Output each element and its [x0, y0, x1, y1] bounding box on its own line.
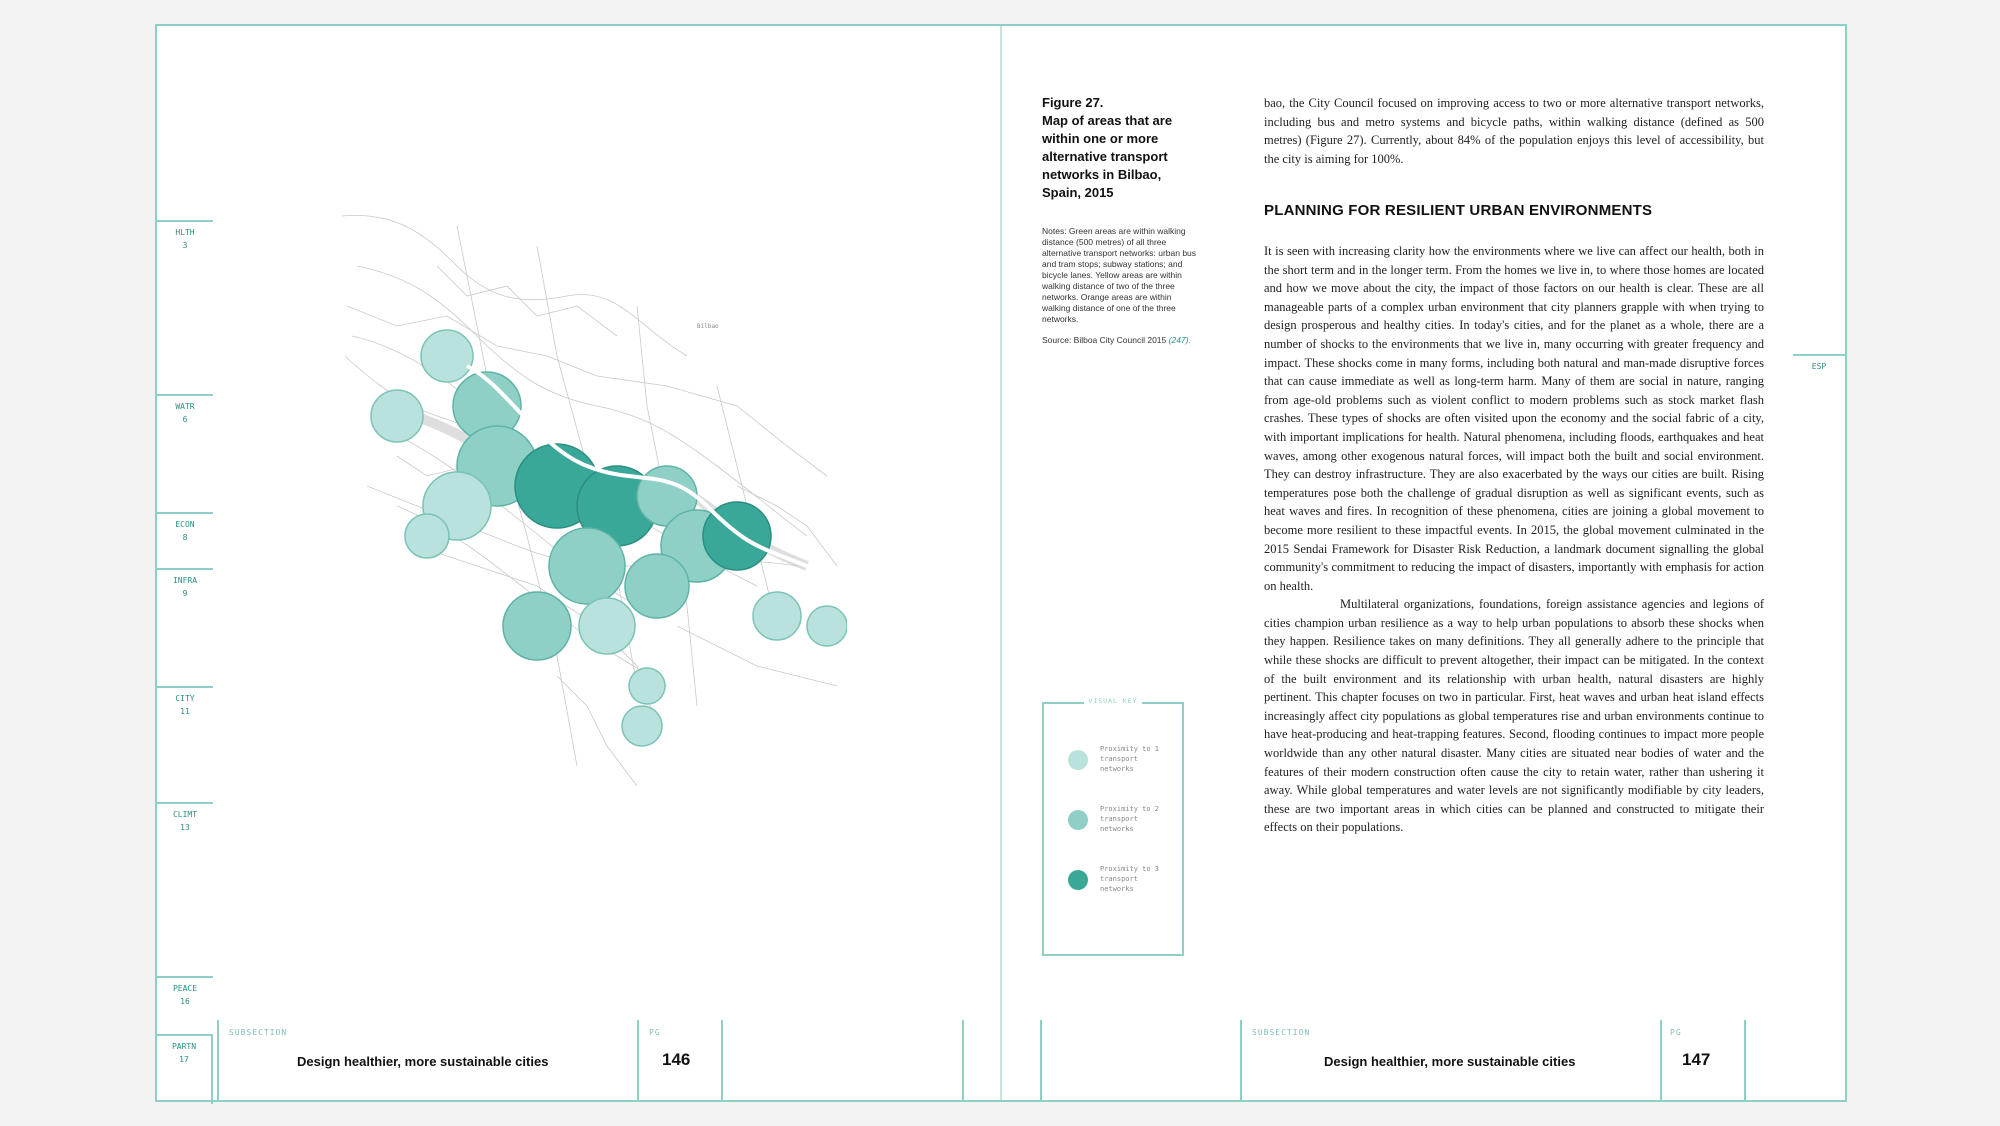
tab-number: 16 — [180, 997, 190, 1006]
sidebar-tab-climt[interactable] — [157, 802, 213, 976]
tab-number: 8 — [182, 533, 188, 542]
figure-title: Figure 27. Map of areas that are within one or more alternative transport networks in Bilbao, Spain, 2015 — [1042, 95, 1173, 200]
sidebar-tab-city[interactable] — [157, 686, 213, 802]
legend-swatch — [1068, 870, 1088, 890]
map-place-label: Bilbao — [697, 323, 719, 330]
tab-number: 3 — [182, 241, 188, 250]
legend-item — [1068, 744, 1160, 774]
figure-notes: Notes: Green areas are within walking distance (500 metres) of all three alternative transport networks: urban bus and tram stops; subway stations; and bicycle lanes. Yellow areas are within walking distance of two of the three networks. Orange areas are within walking distance of one of the three networks. — [1042, 226, 1197, 324]
legend-label: Proximity to 3 transport networks — [1100, 865, 1160, 893]
section-heading: PLANNING FOR RESILIENT URBAN ENVIRONMENTS — [1264, 202, 1653, 219]
tab-number: 6 — [182, 415, 188, 424]
subsection-title: Design healthier, more sustainable cities — [1324, 1054, 1576, 1069]
tab-code: ESP — [1811, 362, 1827, 371]
proximity-zones — [371, 330, 847, 746]
body-intro — [1264, 94, 1764, 168]
book-spread — [155, 24, 1847, 1102]
source-reference-link[interactable]: (247). — [1168, 335, 1191, 345]
tab-code: CITY — [175, 694, 195, 703]
bilbao-transport-map — [337, 206, 847, 806]
figure-source — [1042, 335, 1202, 346]
body-main — [1264, 242, 1764, 837]
tab-code: ECON — [175, 520, 195, 529]
tab-code: WATR — [175, 402, 195, 411]
tab-code: HLTH — [175, 228, 195, 237]
footer-left — [157, 1020, 1000, 1100]
legend-label: Proximity to 2 transport networks — [1100, 805, 1160, 833]
subsection-label: SUBSECTION — [1252, 1028, 1311, 1037]
subsection-label: SUBSECTION — [229, 1028, 288, 1037]
pg-label: PG — [1670, 1028, 1682, 1037]
intro-paragraph: bao, the City Council focused on improving access to two or more alternative transport networks, including bus and metro systems and bicycle paths, within walking distance (defined as 500 metres) (Figure 27). Currently, about 84% of the population enjoys this level of accessibility, but the city is aiming for 100%. — [1264, 96, 1764, 166]
sidebar-tab-infra[interactable] — [157, 568, 213, 686]
legend-swatch — [1068, 810, 1088, 830]
legend-item — [1068, 864, 1160, 894]
tab-number: 17 — [179, 1055, 189, 1064]
body-paragraph: It is seen with increasing clarity how the environments where we live can affect our health, both in the short term and in the longer term. From the homes we live in, to where those homes are located and how we move about the city, the impact of those factors on our health is clear. These are all manageable parts of a complex urban environment that city planners grapple with when trying to design prosperous and healthy cities. In today's cities, and for the planet as a whole, there are a number of shocks to the environments that we live in, many occurring with greater frequency and impact. These shocks come in many forms, including both natural and man-made disruptive forces that can cause immediate as well as long-term harm. Many of them are social in nature, ranging from age-old problems such as violent conflict to modern problems such as stock market flash crashes. These types of shocks are often visited upon the economy and the social fabric of a city, with important implications for health. Natural phenomena, including floods, earthquakes and heat waves, among other exogenous natural forces, will impact both the built and social environment. They can destroy infrastructure. They are also exacerbated by the ways our cities are built. Rising temperatures pose both the challenge of gradual disruption as well as significant events, such as heat waves and fires. In recognition of these phenomena, cities are joining a global movement to become more resilient to these impactful events. In 2015, the global movement culminated in the 2015 Sendai Framework for Disaster Risk Reduction, a landmark document signalling the global community's commitment to reducing the impact of disasters, importantly with emphasis for action on health. — [1264, 244, 1764, 593]
tab-code: INFRA — [172, 576, 198, 585]
page-number: 146 — [662, 1050, 691, 1069]
tab-number: 9 — [182, 589, 188, 598]
footer-right — [1002, 1020, 1849, 1100]
sidebar-tab-econ[interactable] — [157, 512, 213, 568]
visual-key — [1042, 697, 1184, 956]
tab-number: 13 — [180, 823, 190, 832]
sidebar-tab-hlth[interactable] — [157, 220, 213, 394]
legend-label: Proximity to 1 transport networks — [1100, 745, 1160, 773]
sidebar-tab-watr[interactable] — [157, 394, 213, 512]
legend-swatch — [1068, 750, 1088, 770]
tab-code: PEACE — [172, 984, 198, 993]
sidebar-tab-esp[interactable] — [1793, 354, 1845, 371]
pg-label: PG — [649, 1028, 661, 1037]
tab-code: PARTN — [171, 1042, 197, 1051]
subsection-title: Design healthier, more sustainable cities — [297, 1054, 549, 1069]
body-paragraph: Multilateral organizations, foundations, foreign assistance agencies and legions of cities champion urban resilience as a way to help urban populations to absorb these shocks when they happen. Resilience takes on many definitions. They all generally adhere to the principle that while these shocks are difficult to prevent altogether, their impact can be mitigated. In the context of the built environment and its relationship with urban health, natural disasters are highly pertinent. This chapter focuses on two in particular. First, heat waves and urban heat island effects increasingly affect city populations as global temperatures rise and urban environments continue to have heat-producing and heat-trapping features. Second, flooding continues to impact more people worldwide than any other natural disaster. Many cities are situated near bodies of water and the features of their modern construction often cause the city to retain water, rather than ushering it away. While global temperatures and water levels are not significantly modifiable by city leaders, these are two important areas in which cities can be planned and constructed to mitigate their effects on their populations. — [1264, 597, 1764, 835]
visual-key-title: VISUAL KEY — [1044, 697, 1182, 705]
page-gutter — [1000, 26, 1002, 1100]
tab-number: 11 — [180, 707, 190, 716]
tab-code: CLIMT — [172, 810, 198, 819]
source-text: Source: Bilboa City Council 2015 — [1042, 335, 1167, 345]
figure-caption — [1042, 94, 1202, 346]
legend-item — [1068, 804, 1160, 834]
page-number: 147 — [1682, 1050, 1711, 1069]
